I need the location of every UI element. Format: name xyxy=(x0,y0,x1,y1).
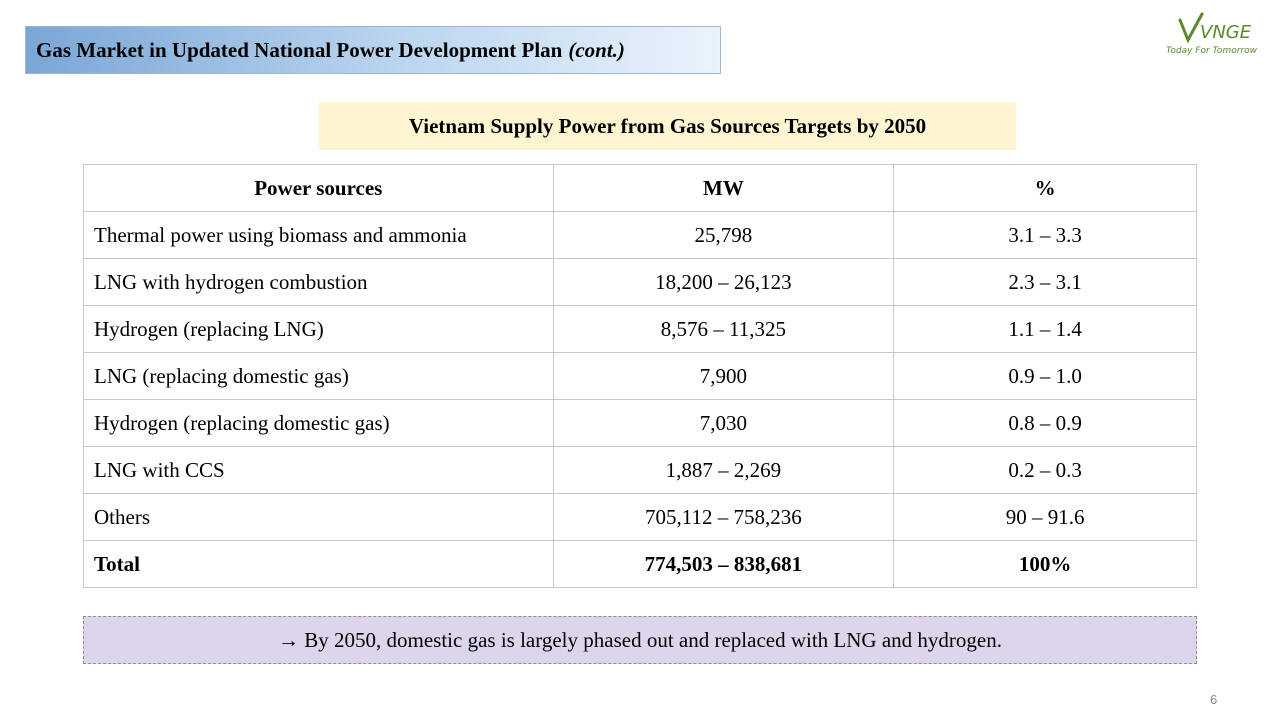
header-power-sources: Power sources xyxy=(84,165,554,212)
cell-percent: 3.1 – 3.3 xyxy=(894,212,1197,259)
header-percent: % xyxy=(894,165,1197,212)
cell-mw: 25,798 xyxy=(553,212,894,259)
cell-power-source: Thermal power using biomass and ammonia xyxy=(84,212,554,259)
cell-power-source: Hydrogen (replacing domestic gas) xyxy=(84,400,554,447)
table-row xyxy=(84,212,1197,259)
cell-mw: 18,200 – 26,123 xyxy=(553,259,894,306)
header-mw: MW xyxy=(553,165,894,212)
table-total-row xyxy=(84,541,1197,588)
cell-mw: 7,900 xyxy=(553,353,894,400)
cell-percent: 2.3 – 3.1 xyxy=(894,259,1197,306)
cell-percent: 1.1 – 1.4 xyxy=(894,306,1197,353)
cell-mw: 705,112 – 758,236 xyxy=(553,494,894,541)
cell-mw: 1,887 – 2,269 xyxy=(553,447,894,494)
cell-power-source: LNG (replacing domestic gas) xyxy=(84,353,554,400)
cell-power-source: LNG with hydrogen combustion xyxy=(84,259,554,306)
cell-total-mw: 774,503 – 838,681 xyxy=(553,541,894,588)
cell-mw: 8,576 – 11,325 xyxy=(553,306,894,353)
table-header-row xyxy=(84,165,1197,212)
table-row xyxy=(84,447,1197,494)
cell-mw: 7,030 xyxy=(553,400,894,447)
cell-power-source: LNG with CCS xyxy=(84,447,554,494)
conclusion-note: → By 2050, domestic gas is largely phased out and replaced with LNG and hydrogen. xyxy=(83,616,1197,664)
page-number: 6 xyxy=(1210,692,1218,707)
cell-percent: 0.9 – 1.0 xyxy=(894,353,1197,400)
slide-title-suffix: (cont.) xyxy=(568,37,625,62)
table-row xyxy=(84,259,1197,306)
cell-power-source: Others xyxy=(84,494,554,541)
table-row xyxy=(84,306,1197,353)
vnge-logo xyxy=(1162,6,1278,66)
table-row xyxy=(84,494,1197,541)
logo-text: VNGE xyxy=(1200,22,1252,43)
cell-total-percent: 100% xyxy=(894,541,1197,588)
slide-title-bar xyxy=(25,26,721,74)
table-row xyxy=(84,400,1197,447)
cell-percent: 0.2 – 0.3 xyxy=(894,447,1197,494)
slide-title: Gas Market in Updated National Power Development Plan xyxy=(36,37,563,62)
gas-sources-table xyxy=(83,164,1197,588)
cell-percent: 90 – 91.6 xyxy=(894,494,1197,541)
logo-tagline: Today For Tomorrow xyxy=(1166,46,1257,56)
table-row xyxy=(84,353,1197,400)
logo-check-mark xyxy=(1180,14,1202,40)
cell-power-source: Hydrogen (replacing LNG) xyxy=(84,306,554,353)
table-caption: Vietnam Supply Power from Gas Sources Targets by 2050 xyxy=(319,102,1016,150)
cell-total-label: Total xyxy=(84,541,554,588)
cell-percent: 0.8 – 0.9 xyxy=(894,400,1197,447)
